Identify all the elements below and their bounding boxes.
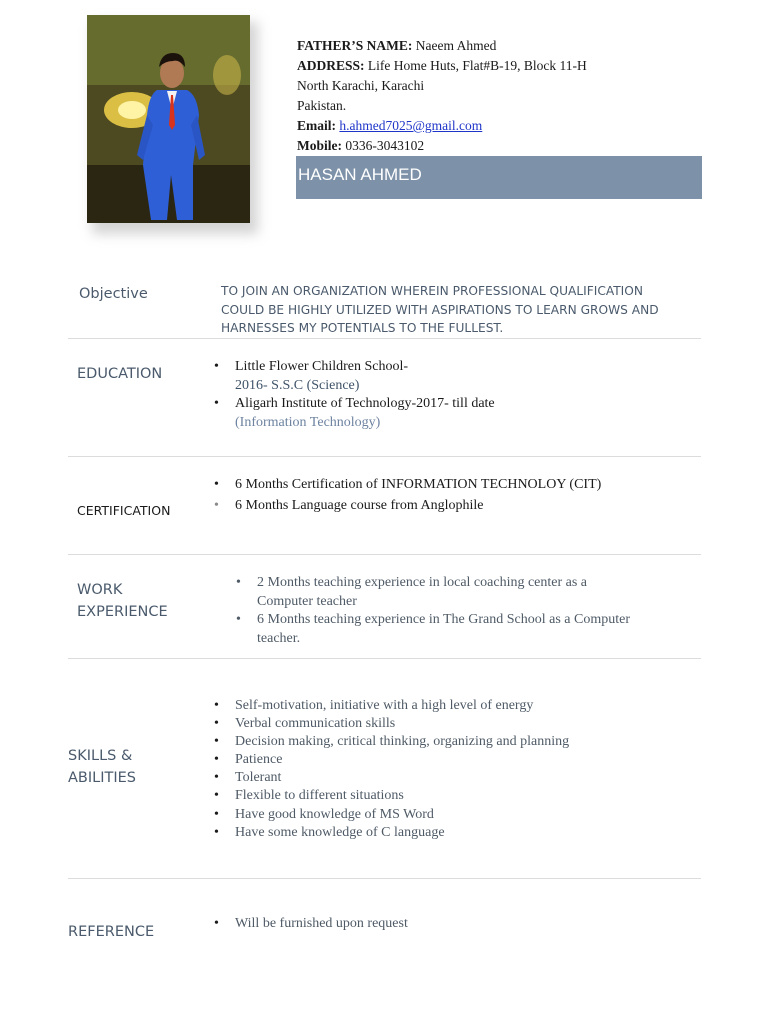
- profile-photo: [87, 15, 250, 223]
- objective-line: COULD BE HIGHLY UTILIZED WITH ASPIRATIONS TO LEARN GROWS AND: [221, 302, 659, 317]
- mobile-value: 0336-3043102: [345, 138, 425, 153]
- objective-text: [221, 282, 691, 338]
- education-detail: (Information Technology): [235, 414, 381, 430]
- education-list: [212, 358, 495, 432]
- section-divider: [68, 658, 701, 659]
- email-link[interactable]: h.ahmed7025@gmail.com: [339, 118, 483, 133]
- skill-item: • Verbal communication skills: [212, 715, 569, 733]
- skills-label: [68, 745, 136, 789]
- skill-item: • Decision making, critical thinking, organizing and planning: [212, 733, 569, 751]
- education-school: • Aligarh Institute of Technology-2017- till date: [235, 396, 495, 411]
- certification-item: • 6 Months Language course from Anglophile: [212, 496, 601, 517]
- skill-item: • Flexible to different situations: [212, 787, 569, 805]
- objective-line: HARNESSES MY POTENTIALS TO THE FULLEST.: [221, 321, 504, 336]
- reference-label: REFERENCE: [68, 924, 155, 940]
- skills-list: [212, 697, 569, 842]
- address-row: [297, 56, 587, 76]
- work-list: [234, 574, 694, 648]
- fathers-name-value: Naeem Ahmed: [415, 38, 497, 53]
- skill-item: • Tolerant: [212, 769, 569, 787]
- profile-photo-illustration: [87, 15, 250, 223]
- work-line: teacher.: [257, 630, 301, 646]
- mobile-row: [297, 136, 587, 156]
- mobile-label: Mobile:: [297, 138, 342, 153]
- section-divider: [68, 554, 701, 555]
- skill-item: • Patience: [212, 751, 569, 769]
- address-line-2: North Karachi, Karachi: [297, 78, 425, 93]
- reference-item: • Will be furnished upon request: [212, 915, 408, 933]
- work-line: • 6 Months teaching experience in The Grand School as a Computer: [257, 612, 630, 628]
- certification-list: [212, 475, 601, 516]
- work-line: Computer teacher: [257, 593, 357, 609]
- education-school: • Little Flower Children School-: [235, 359, 409, 374]
- email-row: [297, 116, 587, 136]
- objective-label: Objective: [79, 286, 148, 302]
- work-line: • 2 Months teaching experience in local coaching center as a: [257, 575, 588, 590]
- skill-item: • Self-motivation, initiative with a high level of energy: [212, 697, 569, 715]
- address-line-3: Pakistan.: [297, 98, 347, 113]
- contact-info: [297, 36, 587, 156]
- certification-item: • 6 Months Certification of INFORMATION TECHNOLOY (CIT): [212, 475, 601, 496]
- email-label: Email:: [297, 118, 336, 133]
- work-item: [234, 574, 694, 611]
- education-label: EDUCATION: [77, 366, 163, 382]
- skills-label-line: ABILITIES: [68, 770, 136, 786]
- skills-label-line: SKILLS &: [68, 748, 133, 764]
- reference-list: [212, 915, 408, 933]
- objective-line: TO JOIN AN ORGANIZATION WHEREIN PROFESSIONAL QUALIFICATION: [221, 284, 643, 298]
- name-banner: HASAN AHMED: [296, 156, 702, 199]
- skill-item: • Have some knowledge of C language: [212, 824, 569, 842]
- section-divider: [68, 456, 701, 457]
- fathers-name-label: FATHER’S NAME:: [297, 38, 413, 53]
- work-experience-label: [77, 579, 168, 623]
- section-divider: [68, 878, 701, 879]
- education-detail: 2016- S.S.C (Science): [235, 377, 360, 393]
- certification-label: CERTIFICATION: [77, 503, 171, 518]
- section-divider: [68, 338, 701, 339]
- skill-item: • Have good knowledge of MS Word: [212, 806, 569, 824]
- education-item: [212, 395, 495, 432]
- education-item: [212, 358, 495, 395]
- work-label-line: WORK: [77, 582, 123, 598]
- work-label-line: EXPERIENCE: [77, 604, 168, 620]
- fathers-name-row: [297, 36, 587, 56]
- work-item: [234, 611, 694, 648]
- address-line-1: Life Home Huts, Flat#B-19, Block 11-H: [367, 58, 587, 73]
- address-label: ADDRESS:: [297, 58, 365, 73]
